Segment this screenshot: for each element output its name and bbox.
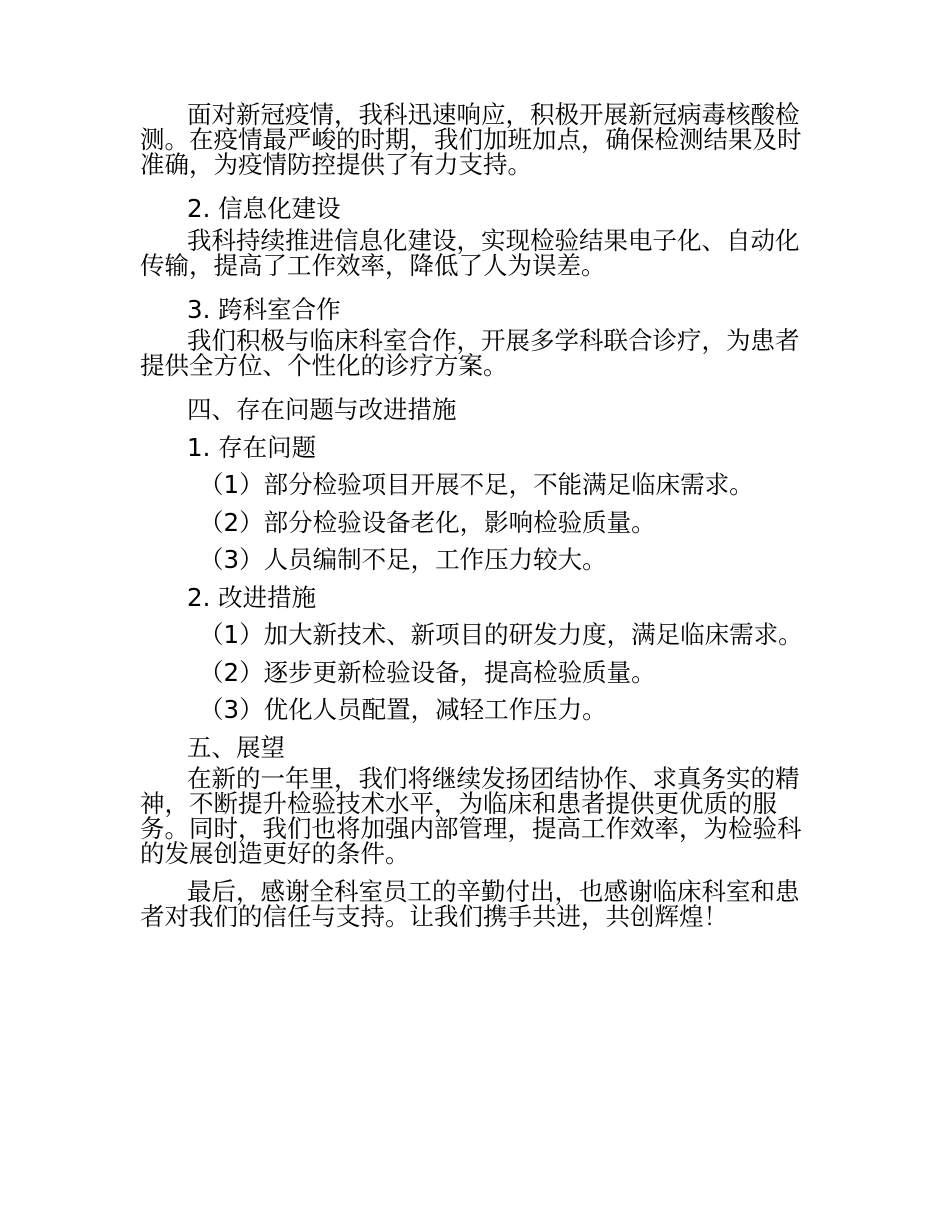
measure-item-2: （2）逐步更新检验设备，提高检验质量。 (199, 657, 656, 687)
document-body (140, 102, 812, 942)
measure-item-1: （1）加大新技术、新项目的研发力度，满足临床需求。 (199, 620, 803, 649)
problem-item-3: （3）人员编制不足，工作压力较大。 (199, 545, 607, 574)
paragraph-informatization: 我科持续推进信息化建设，实现检验结果电子化、自动化传输，提高了工作效率，降低了人为误差。 (140, 225, 800, 280)
problem-item-2: （2）部分检验设备老化，影响检验质量。 (199, 507, 656, 537)
heading-improvement-measures: 2. 改进措施 (187, 582, 317, 612)
paragraph-closing: 最后，感谢全科室员工的辛勤付出，也感谢临床科室和患者对我们的信任与支持。让我们携手共进，共创辉煌！ (140, 877, 800, 931)
heading-existing-problems: 1. 存在问题 (187, 432, 317, 462)
paragraph-covid-testing: 面对新冠疫情，我科迅速响应，积极开展新冠病毒核酸检测。在疫情最严峻的时期，我们加班加点，确保检测结果及时准确，为疫情防控提供了有力支持。 (140, 100, 802, 179)
heading-informatization: 2. 信息化建设 (187, 194, 341, 223)
measure-item-3: （3）优化人员配置，减轻工作压力。 (199, 695, 607, 724)
paragraph-outlook: 在新的一年里，我们将继续发扬团结协作、求真务实的精神，不断提升检验技术水平，为临床和患者提供更优质的服务。同时，我们也将加强内部管理，提高工作效率，为检验科的发展创造更好的条件。 (140, 764, 802, 868)
paragraph-cross-department: 我们积极与临床科室合作，开展多学科联合诊疗，为患者提供全方位、个性化的诊疗方案。 (140, 326, 800, 380)
problem-item-1: （1）部分检验项目开展不足，不能满足临床需求。 (199, 470, 754, 499)
heading-cross-department: 3. 跨科室合作 (187, 294, 341, 324)
section-heading-outlook: 五、展望 (187, 732, 285, 762)
section-heading-problems-improvements: 四、存在问题与改进措施 (187, 395, 457, 424)
